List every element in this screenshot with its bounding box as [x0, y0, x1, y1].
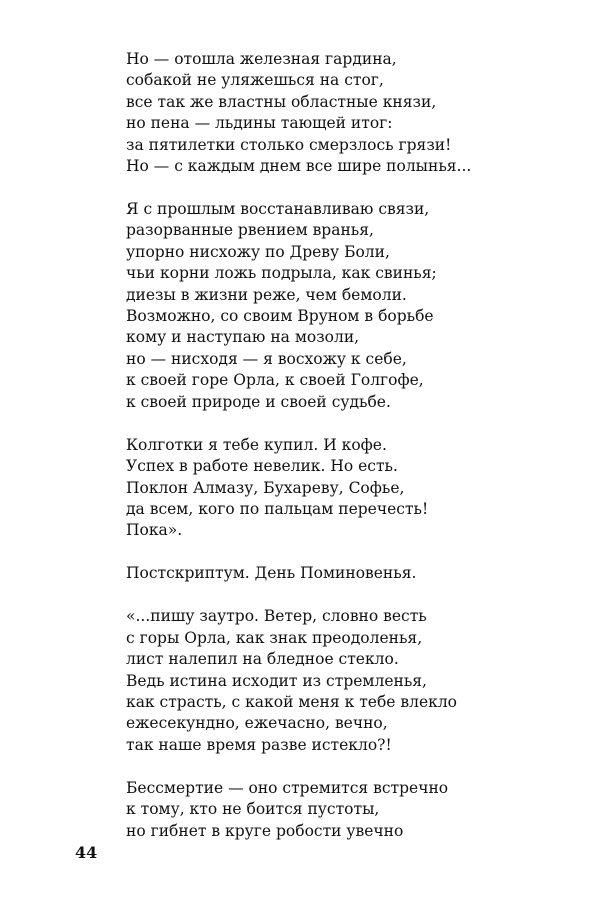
- poem-text: [126, 49, 586, 842]
- poem-line: к своей горе Орла, к своей Голгофе,: [126, 371, 424, 390]
- poem-line: упорно нисхожу по Древу Боли,: [126, 242, 390, 261]
- poem-line: чьи корни ложь подрыла, как свинья;: [126, 264, 437, 283]
- stanza-5: [126, 606, 586, 756]
- poem-line: лист налепил на бледное стекло.: [126, 650, 399, 669]
- stanza-break: [126, 756, 586, 778]
- poem-line: Колготки я тебе купил. И кофе.: [126, 435, 387, 454]
- poem-line: так наше время разве истекло?!: [126, 735, 392, 754]
- poem-line: Возможно, со своим Вруном в борьбе: [126, 307, 434, 326]
- poem-line: к своей природе и своей судьбе.: [126, 392, 391, 411]
- stanza-break: [126, 585, 586, 607]
- poem-line: разорванные рвением вранья,: [126, 221, 374, 240]
- poem-line: Успех в работе невелик. Но есть.: [126, 457, 398, 476]
- poem-line: как страсть, с какой меня к тебе влекло: [126, 692, 457, 711]
- poem-line: кому и наступаю на мозоли,: [126, 328, 360, 347]
- poem-line: собакой не уляжешься на стог,: [126, 71, 384, 90]
- poem-line: с горы Орла, как знак преодоленья,: [126, 628, 423, 647]
- stanza-break: [126, 177, 586, 199]
- poem-line: «...пишу заутро. Ветер, словно весть: [126, 607, 427, 626]
- poem-line: Поклон Алмазу, Бухареву, Софье,: [126, 478, 405, 497]
- stanza-break: [126, 542, 586, 564]
- poem-line: но пена — льдины тающей итог:: [126, 114, 393, 133]
- poem-line: все так же властны областные князи,: [126, 92, 437, 111]
- poem-line: Постскриптум. День Поминовенья.: [126, 564, 417, 583]
- poem-line: но — нисходя — я восхожу к себе,: [126, 349, 407, 368]
- stanza-3: [126, 435, 586, 542]
- page-number: 44: [75, 843, 98, 862]
- stanza-4: [126, 563, 586, 584]
- poem-line: Я с прошлым восстанавливаю связи,: [126, 200, 430, 219]
- poem-line: диезы в жизни реже, чем бемоли.: [126, 285, 407, 304]
- poem-line: за пятилетки столько смерзлось грязи!: [126, 135, 452, 154]
- poem-line: к тому, кто не боится пустоты,: [126, 800, 380, 819]
- stanza-6: [126, 778, 586, 842]
- poem-line: Но — отошла железная гардина,: [126, 50, 397, 68]
- poem-line: Но — с каждым днем все шире полынья...: [126, 157, 472, 176]
- stanza-break: [126, 413, 586, 435]
- stanza-1: [126, 49, 586, 177]
- poem-line: Бессмертие — оно стремится встречно: [126, 778, 449, 797]
- poem-line: Пока».: [126, 521, 183, 540]
- stanza-2: [126, 199, 586, 413]
- poem-line: ежесекундно, ежечасно, вечно,: [126, 714, 388, 733]
- poem-line: Ведь истина исходит из стремленья,: [126, 671, 427, 690]
- poem-line: но гибнет в круге робости увечно: [126, 821, 404, 840]
- poem-line: да всем, кого по пальцам перечесть!: [126, 499, 429, 518]
